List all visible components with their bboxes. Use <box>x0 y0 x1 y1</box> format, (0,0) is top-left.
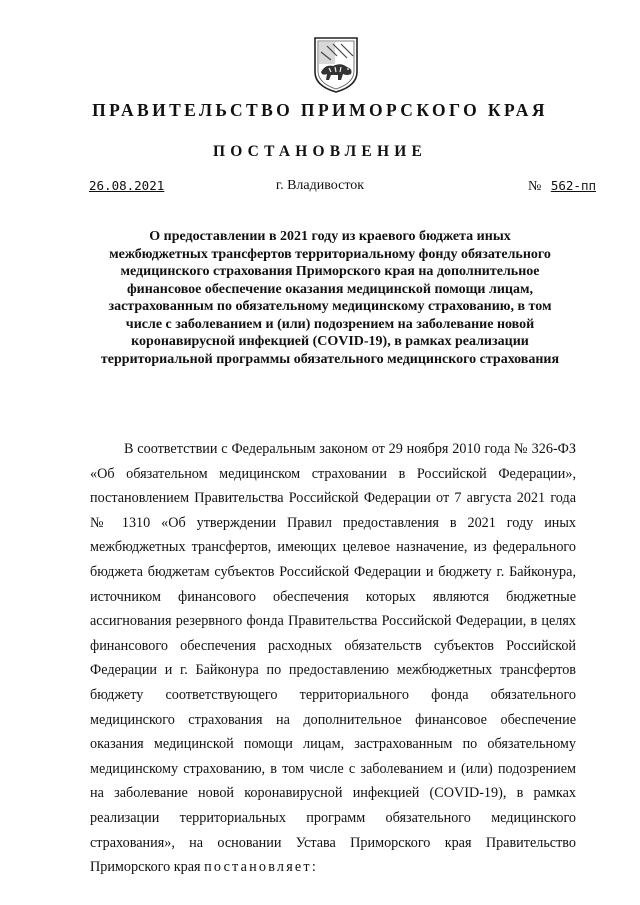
body-text: В соответствии с Федеральным законом от 29 ноября 2010 года № 326-ФЗ «Об обязательном медицинском страховании в Российской Федерации», постановлением Правительства Российской Федерации от 7 августа 2021 года № 1310 «Об утверждении Правил предоставления в 2021 году иных межбюджетных трансфертов, имеющих целевое назначение, из федерального бюджета бюджетам субъектов Российской Федерации и бюджету г. Байконура, источником финансового обеспечения которых являются бюджетные ассигнования резервного фонда Правительства Российской Федерации, в целях финансового обеспечения расходных обязательств субъектов Российской Федерации и г. Байконура по предоставлению межбюджетных трансфертов бюджету соответствующего территориального фонда обязательного медицинского страхования на дополнительное финансовое обеспечение оказания медицинской помощи лицам, застрахованным по обязательному медицинскому страхованию, в том числе с заболеванием и (или) подозрением на заболевание новой коронавирусной инфекцией (COVID-19), в рамках реализации территориальных программ обязательного медицинского страхования», на основании Устава Приморского края Правительство Приморского края <box>90 441 576 876</box>
number-value: 562-пп <box>550 178 597 193</box>
body-paragraph <box>90 437 576 880</box>
document-date: 26.08.2021 <box>89 178 165 193</box>
number-sign: № <box>528 179 542 194</box>
document-heading: О предоставлении в 2021 году из краевого бюджета иных межбюджетных трансфертов территориальному фонду обязательного медицинского страхования Приморского края на дополнительное финансовое обеспечение оказания медицинской помощи лицам, застрахованным по обязательному медицинскому страхованию, в том числе с заболеванием и (или) подозрением на заболевание новой коронавирусной инфекцией (COVID-19), в рамках реализации территориальной программы обязательного медицинского страхования <box>100 229 560 367</box>
document-meta <box>0 178 640 198</box>
document-city: г. Владивосток <box>275 178 365 193</box>
primorsky-krai-coat-of-arms-icon <box>307 34 365 94</box>
spaced-verb: постановляет: <box>204 859 318 876</box>
document-type: ПОСТАНОВЛЕНИЕ <box>212 143 428 160</box>
document-number <box>528 178 596 195</box>
organization-title: ПРАВИТЕЛЬСТВО ПРИМОРСКОГО КРАЯ <box>92 100 548 120</box>
